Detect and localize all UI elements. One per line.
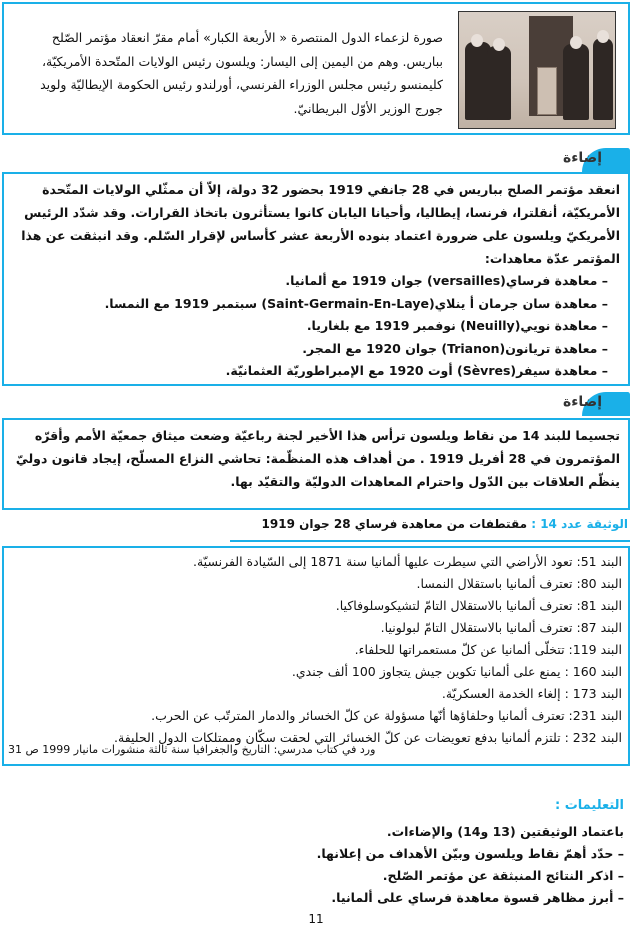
league-paragraph: تجسيما للبند 14 من نقاط ويلسون ترأس هذا الأخير لجنة رباعيّة وضعت ميثاق جمعيّة الأمم وأقرّه المؤتمرون في 28 أفريل 1919 . من أهداف هذه المنظّمة: تحاشي النزاع المسلّح، إيجاد قانون دوليّ ينظّم العلاقات بين الدّول واحترام المعاهدات الدوليّة والتقيّد بها. xyxy=(15,428,620,489)
treaty-item: – معاهدة تريانون(Trianon) جوان 1920 مع المجر. xyxy=(302,340,608,356)
page-number: 11 xyxy=(308,912,324,926)
figure-head xyxy=(570,36,582,49)
treaty-item: – معاهدة نويي(Neuilly) نوفمبر 1919 مع بلغاريا. xyxy=(306,318,608,333)
divider-line xyxy=(230,540,630,542)
clause-item: البند 231: تعترف ألمانيا وحلفاؤها أنّها مسؤولة عن كلّ الخسائر والدمار المترتّب عن الحرب. xyxy=(151,708,622,723)
section-tab-label: إضاءة xyxy=(562,150,602,166)
source-citation: ورد في كتاب مدرسي: التاريخ والجغرافيا سنة ثالثة منشورات مانيار 1999 ص 31 xyxy=(8,743,376,756)
clause-item: البند 51: تعود الأراضي التي سيطرت عليها ألمانيا سنة 1871 إلى السّيادة الفرنسيّة. xyxy=(193,554,622,569)
conference-paragraph: انعقد مؤتمر الصلح بباريس في 28 جانفي 1919 بحضور 32 دولة، إلاّ أن ممثّلي الولايات المتّحدة الأمريكيّة، أنقلترا، فرنسا، إيطاليا، وأحيانا اليابان كانوا يستأثرون باتخاذ القرارات. وقد شدّد الرئيس الأمريكيّ ويلسون على ضرورة اعتماد بنوده الأربعة عشر كأساس لإقرار السّلم. وقد انبثقت عن هذا المؤتمر عدّة معاهدات: xyxy=(21,182,620,266)
clause-item: البند 81: تعترف ألمانيا بالاستقلال التامّ لتشيكوسلوفاكيا. xyxy=(335,598,622,613)
instructions-section xyxy=(14,798,624,909)
figure-head xyxy=(493,38,505,51)
treaty-item: – معاهدة سيفر(Sèvres) أوت 1920 مع الإمبراطوريّة العثمانيّة. xyxy=(225,363,608,378)
document-number-label: الوثيقة عدد 14 : xyxy=(531,517,628,531)
clause-item: البند 87: تعترف ألمانيا بالاستقلال التامّ لبولونيا. xyxy=(380,620,622,635)
document-title: مقتطفات من معاهدة فرساي 28 جوان 1919 xyxy=(261,517,528,531)
clause-item: البند 119: تتخلّى ألمانيا عن كلّ مستعمراتها للحلفاء. xyxy=(354,642,622,657)
instruction-line: – حدّد أهمّ نقاط ويلسون وبيّن الأهداف من إعلانها. xyxy=(316,846,624,861)
treaty-item: – معاهدة فرساي(versailles) جوان 1919 مع ألمانيا. xyxy=(285,273,608,288)
figure-orlando xyxy=(487,46,511,120)
treaties-list xyxy=(12,270,620,383)
photo-caption-box xyxy=(2,2,630,135)
photo-caption-text: صورة لزعماء الدول المنتصرة « الأربعة الكبار» أمام مقرّ انعقاد مؤتمر الصّلح بباريس. وهم من اليمين إلى اليسار: ويلسون رئيس الولايات المتّحدة الأمريكيّة، كليمنسو رئيس مجلس الوزراء الفرنسي، أورلندو رئيس الحكومة الإيطاليّة ولويد جورج الوزير الأوّل البريطانيّ. xyxy=(40,30,443,116)
clause-item: البند 173 : إلغاء الخدمة العسكريّة. xyxy=(441,686,622,701)
figure-head xyxy=(471,34,483,47)
section-tab-label: إضاءة xyxy=(562,394,602,410)
big-four-photo xyxy=(458,11,616,129)
treaty-item: – معاهدة سان جرمان أ ينلاي(Saint-Germain-En-Laye) سبتمبر 1919 مع النمسا. xyxy=(104,295,608,311)
instruction-line: – اذكر النتائج المنبثقة عن مؤتمر الصّلح. xyxy=(382,868,624,883)
instructions-title: التعليمات : xyxy=(555,798,624,813)
figure-clemenceau xyxy=(563,44,589,120)
instruction-line: باعتماد الوثيقتين (13 و14) والإضاءات. xyxy=(386,824,624,839)
section-tab-idaa-2 xyxy=(540,390,630,416)
clause-item: البند 160 : يمنع على ألمانيا تكوين جيش يتجاوز 100 ألف جندي. xyxy=(291,664,622,679)
section-tab-idaa-1 xyxy=(540,146,630,172)
info-box-league-of-nations xyxy=(2,418,630,510)
document-14-box xyxy=(2,546,630,766)
clause-item: البند 80: تعترف ألمانيا باستقلال النمسا. xyxy=(416,576,622,591)
figure-head xyxy=(597,30,609,43)
figure-wilson xyxy=(593,38,613,120)
photo-door-panel xyxy=(537,67,557,115)
document-14-heading xyxy=(262,517,628,531)
instruction-line: – أبرز مظاهر قسوة معاهدة فرساي على ألمانيا. xyxy=(331,890,624,905)
info-box-conference xyxy=(2,172,630,386)
clause-item: البند 232 : تلتزم ألمانيا بدفع تعويضات عن كلّ الخسائر التي لحقت سكّان وممتلكات الدول الحليفة. xyxy=(114,730,622,745)
